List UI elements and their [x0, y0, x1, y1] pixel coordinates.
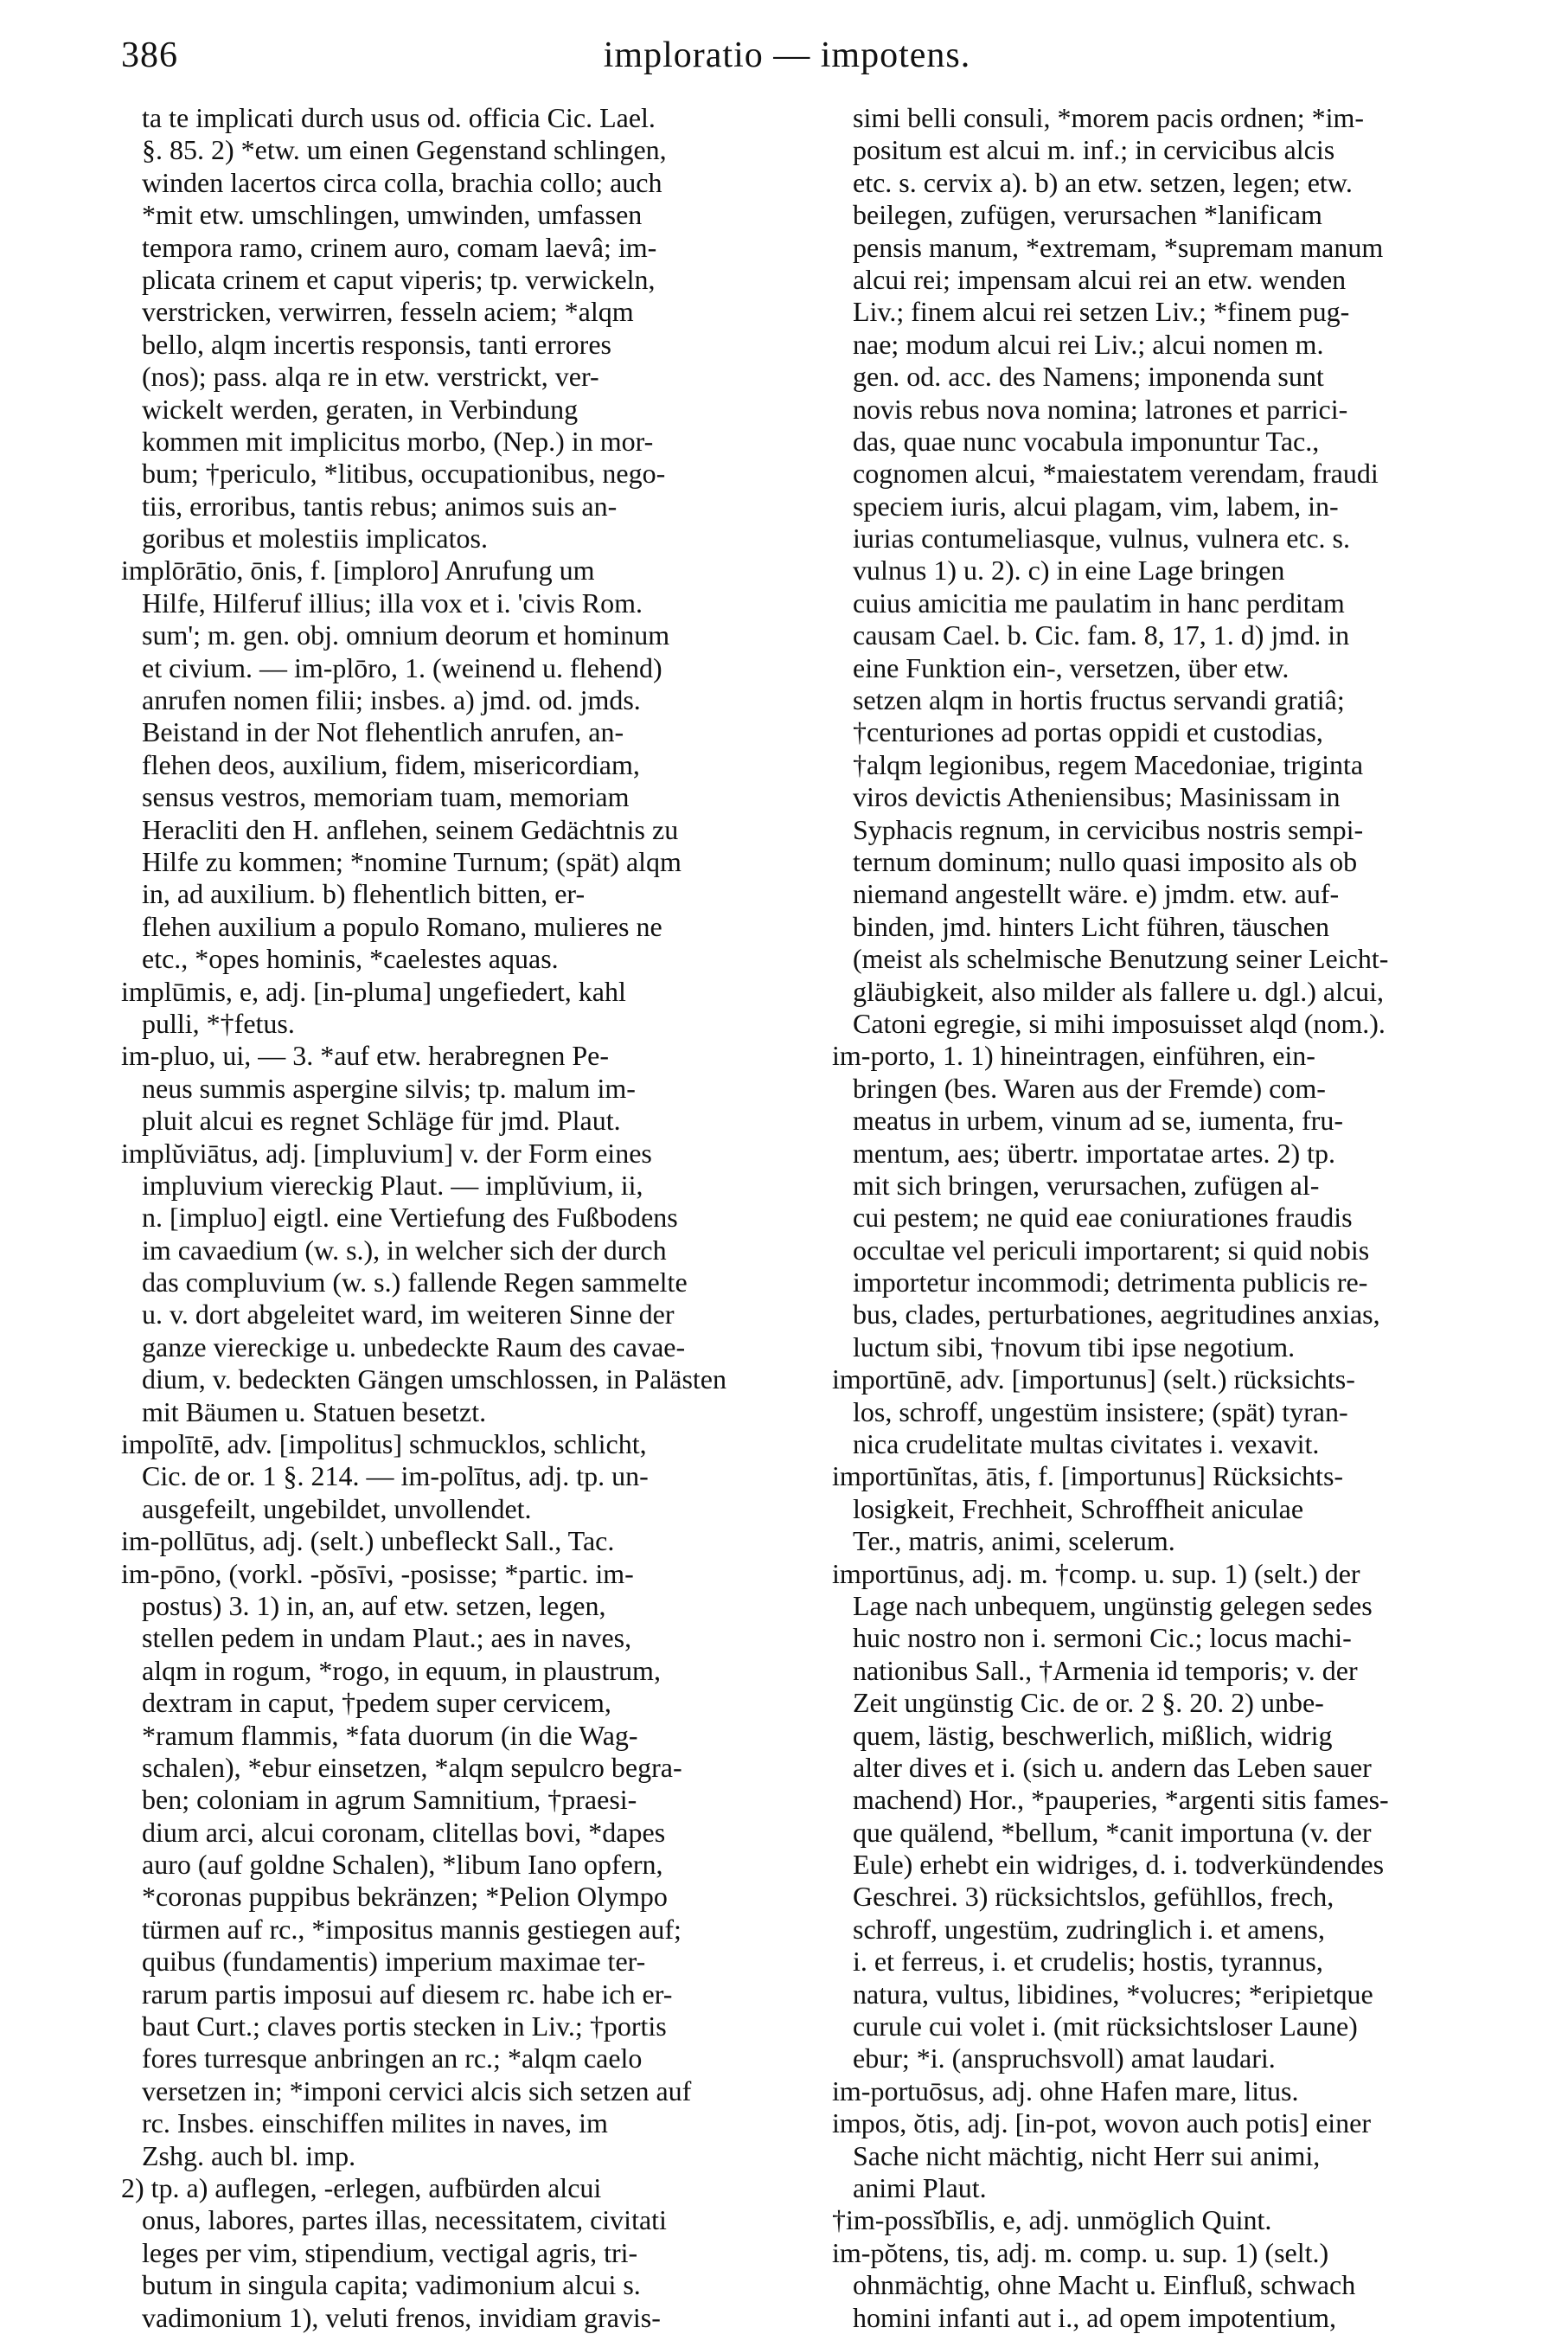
entry-line: türmen auf rc., *impositus mannis gestiegen auf;	[142, 1913, 682, 1945]
left-column	[121, 102, 796, 2334]
entry-line: sensus vestros, memoriam tuam, memoriam	[142, 781, 630, 813]
entry-headline: implŭviātus, adj. [impluvium] v. der Form eines	[121, 1137, 652, 1169]
entry-line: nationibus Sall., †Armenia id temporis; v. der	[853, 1654, 1358, 1686]
entry-line: †centuriones ad portas oppidi et custodias,	[853, 716, 1323, 748]
entry-line: Sache nicht mächtig, nicht Herr sui animi,	[853, 2139, 1321, 2171]
entry-headline: †im-possĭbĭlis, e, adj. unmöglich Quint.	[832, 2204, 1272, 2236]
entry-line: dextram in caput, †pedem super cervicem,	[142, 1687, 611, 1719]
entry-line: Heracliti den H. anflehen, seinem Gedächtnis zu	[142, 813, 679, 845]
entry-line: schalen), *ebur einsetzen, *alqm sepulcro begra-	[142, 1751, 682, 1783]
entry-line: Zshg. auch bl. imp.	[142, 2139, 356, 2171]
entry-line: ohnmächtig, ohne Macht u. Einfluß, schwach	[853, 2269, 1356, 2301]
page-number: 386	[121, 35, 178, 75]
entry-line: †alqm legionibus, regem Macedoniae, triginta	[853, 748, 1364, 780]
running-head: imploratio — impotens.	[603, 35, 971, 75]
entry-line: flehen deos, auxilium, fidem, misericordiam,	[142, 748, 640, 780]
entry-line: stellen pedem in undam Plaut.; aes in naves,	[142, 1622, 632, 1654]
entry-headline: im-porto, 1. 1) hineintragen, einführen, ein-	[832, 1040, 1315, 1072]
entry-line: huic nostro non i. sermoni Cic.; locus machi-	[853, 1622, 1352, 1654]
entry-line: bum; †periculo, *litibus, occupationibus, nego-	[142, 458, 666, 490]
entry-line: etc. s. cervix a). b) an etw. setzen, legen; etw.	[853, 166, 1353, 198]
entry-line: im cavaedium (w. s.), in welcher sich der durch	[142, 1234, 667, 1266]
right-column	[832, 102, 1507, 2334]
entry-line: ebur; *i. (anspruchsvoll) amat laudari.	[853, 2042, 1276, 2074]
entry-line: *coronas puppibus bekränzen; *Pelion Olympo	[142, 1881, 668, 1913]
entry-line: natura, vultus, libidines, *volucres; *eripietque	[853, 1978, 1373, 2010]
entry-line: flehen auxilium a populo Romano, mulieres ne	[142, 910, 662, 942]
entry-headline: importūnus, adj. m. †comp. u. sup. 1) (selt.) der	[832, 1557, 1360, 1589]
entry-line: rarum partis imposui auf diesem rc. habe ich er-	[142, 1978, 673, 2010]
entry-line: schroff, ungestüm, zudringlich i. et amens,	[853, 1913, 1325, 1945]
entry-line: winden lacertos circa colla, brachia collo; auch	[142, 166, 662, 198]
entry-line: mentum, aes; übertr. importatae artes. 2) tp.	[853, 1137, 1336, 1169]
entry-line: butum in singula capita; vadimonium alcui s.	[142, 2269, 641, 2301]
entry-line: Beistand in der Not flehentlich anrufen, an-	[142, 716, 624, 748]
entry-line: pulli, *†fetus.	[142, 1007, 295, 1039]
entry-line: in, ad auxilium. b) flehentlich bitten, er-	[142, 878, 586, 910]
entry-line: ausgefeilt, ungebildet, unvollendet.	[142, 1492, 532, 1524]
entry-line: Zeit ungünstig Cic. de or. 2 §. 20. 2) unbe-	[853, 1687, 1324, 1719]
entry-headline: impolītē, adv. [impolitus] schmucklos, schlicht,	[121, 1428, 647, 1460]
entry-line: leges per vim, stipendium, vectigal agris, tri-	[142, 2236, 638, 2268]
entry-line: simi belli consuli, *morem pacis ordnen; *im-	[853, 102, 1365, 133]
entry-line: gläubigkeit, also milder als fallere u. dgl.) alcui,	[853, 975, 1385, 1007]
entry-headline: im-portuōsus, adj. ohne Hafen mare, litus.	[832, 2074, 1299, 2106]
entry-line: ganze viereckige u. unbedeckte Raum des cavae-	[142, 1331, 686, 1363]
entry-line: *ramum flammis, *fata duorum (in die Wag-	[142, 1719, 638, 1751]
entry-line: tiis, erroribus, tantis rebus; animos suis an-	[142, 490, 618, 522]
entry-line: speciem iuris, alcui plagam, vim, labem, in-	[853, 490, 1339, 522]
entry-line: Cic. de or. 1 §. 214. — im-polītus, adj. tp. un-	[142, 1460, 649, 1492]
entry-headline: im-pluo, ui, — 3. *auf etw. herabregnen Pe-	[121, 1040, 609, 1072]
entry-line: que quälend, *bellum, *canit importuna (v. der	[853, 1816, 1372, 1848]
entry-line: vadimonium 1), veluti frenos, invidiam gravis-	[142, 2301, 661, 2333]
entry-line: tempora ramo, crinem auro, comam laevâ; im-	[142, 231, 657, 263]
entry-line: sum'; m. gen. obj. omnium deorum et hominum	[142, 619, 670, 651]
entry-line: Hilfe, Hilferuf illius; illa vox et i. 'civis Rom.	[142, 587, 643, 619]
entry-line: meatus in urbem, vinum ad se, iumenta, fru-	[853, 1105, 1343, 1137]
entry-line: bus, clades, perturbationes, aegritudines anxias,	[853, 1298, 1380, 1331]
entry-line: curule cui volet i. (mit rücksichtsloser Laune)	[853, 2010, 1358, 2042]
entry-line: Syphacis regnum, in cervicibus nostris sempi-	[853, 813, 1364, 845]
entry-line: baut Curt.; claves portis stecken in Liv.; †portis	[142, 2010, 667, 2042]
entry-line: niemand angestellt wäre. e) jmdm. etw. auf-	[853, 878, 1340, 910]
entry-line: pensis manum, *extremam, *supremam manum	[853, 231, 1384, 263]
entry-headline: im-pōno, (vorkl. -pŏsīvi, -posisse; *partic. im-	[121, 1557, 634, 1589]
entry-line: binden, jmd. hinters Licht führen, täuschen	[853, 910, 1329, 942]
entry-line: los, schroff, ungestüm insistere; (spät) tyran-	[853, 1395, 1348, 1427]
entry-line: Liv.; finem alcui rei setzen Liv.; *finem pug-	[853, 296, 1350, 328]
entry-line: ben; coloniam in agrum Samnitium, †praesi-	[142, 1784, 637, 1816]
entry-line: das, quae nunc vocabula imponuntur Tac.,	[853, 425, 1320, 457]
entry-headline: implūmis, e, adj. [in-pluma] ungefiedert, kahl	[121, 975, 626, 1007]
entry-line: anrufen nomen filii; insbes. a) jmd. od. jmds.	[142, 684, 641, 716]
entry-line: auro (auf goldne Schalen), *libum Iano opfern,	[142, 1849, 663, 1881]
entry-line: alter dives et i. (sich u. andern das Leben sauer	[853, 1751, 1372, 1783]
entry-line: Catoni egregie, si mihi imposuisset alqd (nom.).	[853, 1007, 1386, 1039]
entry-line: §. 85. 2) *etw. um einen Gegenstand schlingen,	[142, 134, 667, 166]
entry-line: losigkeit, Frechheit, Schroffheit aniculae	[853, 1492, 1304, 1524]
entry-line: i. et ferreus, i. et crudelis; hostis, tyrannus,	[853, 1946, 1323, 1978]
entry-line: beilegen, zufügen, verursachen *lanificam	[853, 199, 1322, 231]
entry-line: impluvium viereckig Plaut. — implŭvium, ii,	[142, 1169, 643, 1201]
entry-line: (nos); pass. alqa re in etw. verstrickt, ver-	[142, 361, 599, 393]
entry-line: postus) 3. 1) in, an, auf etw. setzen, legen,	[142, 1589, 606, 1621]
entry-line: Eule) erhebt ein widriges, d. i. todverkündendes	[853, 1849, 1385, 1881]
entry-line: Ter., matris, animi, scelerum.	[853, 1525, 1175, 1557]
entry-line: etc., *opes hominis, *caelestes aquas.	[142, 943, 559, 975]
entry-line: mit sich bringen, verursachen, zufügen al-	[853, 1169, 1320, 1201]
entry-line: homini infanti aut i., ad opem impotentium,	[853, 2301, 1337, 2333]
entry-line: ternum dominum; nullo quasi imposito als ob	[853, 845, 1358, 877]
entry-line: fores turresque anbringen an rc.; *alqm caelo	[142, 2042, 643, 2074]
entry-line: onus, labores, partes illas, necessitatem, civitati	[142, 2204, 667, 2236]
entry-line: versetzen in; *imponi cervici alcis sich setzen auf	[142, 2074, 692, 2106]
entry-line: mit Bäumen u. Statuen besetzt.	[142, 1395, 487, 1427]
entry-line: alqm in rogum, *rogo, in equum, in plaustrum,	[142, 1654, 661, 1686]
entry-line: dium arci, alcui coronam, clitellas bovi, *dapes	[142, 1816, 666, 1848]
entry-line: neus summis aspergine silvis; tp. malum im-	[142, 1072, 636, 1104]
entry-line: quem, lästig, beschwerlich, mißlich, widrig	[853, 1719, 1333, 1751]
entry-line: causam Cael. b. Cic. fam. 8, 17, 1. d) jmd. in	[853, 619, 1350, 651]
entry-line: iurias contumeliasque, vulnus, vulnera etc. s.	[853, 523, 1350, 555]
entry-line: kommen mit implicitus morbo, (Nep.) in mor-	[142, 425, 654, 457]
entry-headline: importūnē, adv. [importunus] (selt.) rücksichts-	[832, 1363, 1355, 1395]
entry-line: Geschrei. 3) rücksichtslos, gefühllos, frech,	[853, 1881, 1334, 1913]
entry-line: (meist als schelmische Benutzung seiner Leicht-	[853, 943, 1389, 975]
entry-line: viros devictis Atheniensibus; Masinissam in	[853, 781, 1341, 813]
entry-line: wickelt werden, geraten, in Verbindung	[142, 393, 579, 425]
entry-line: luctum sibi, †novum tibi ipse negotium.	[853, 1331, 1296, 1363]
entry-line: bringen (bes. Waren aus der Fremde) com-	[853, 1072, 1326, 1104]
entry-line: pluit alcui es regnet Schläge für jmd. Plaut.	[142, 1105, 621, 1137]
entry-line: eine Funktion ein-, versetzen, über etw.	[853, 651, 1290, 683]
entry-line: nica crudelitate multas civitates i. vexavit.	[853, 1428, 1320, 1460]
page-header	[121, 35, 1453, 87]
entry-line: cuius amicitia me paulatim in hanc perditam	[853, 587, 1345, 619]
entry-line: cognomen alcui, *maiestatem verendam, fraudi	[853, 458, 1379, 490]
entry-line: goribus et molestiis implicatos.	[142, 523, 488, 555]
entry-line: bello, alqm incertis responsis, tanti errores	[142, 328, 611, 360]
entry-line: machend) Hor., *pauperies, *argenti sitis fames-	[853, 1784, 1389, 1816]
entry-line: quibus (fundamentis) imperium maximae ter-	[142, 1946, 646, 1978]
entry-headline: importūnĭtas, ātis, f. [importunus] Rücksichts-	[832, 1460, 1344, 1492]
entry-line: plicata crinem et caput viperis; tp. verwickeln,	[142, 263, 656, 295]
entry-headline: im-pŏtens, tis, adj. m. comp. u. sup. 1) (selt.)	[832, 2236, 1329, 2268]
entry-line: rc. Insbes. einschiffen milites in naves, im	[142, 2107, 608, 2139]
entry-line: importetur incommodi; detrimenta publicis re-	[853, 1266, 1368, 1298]
entry-line: u. v. dort abgeleitet ward, im weiteren Sinne der	[142, 1298, 675, 1331]
entry-line: cui pestem; ne quid eae coniurationes fraudis	[853, 1202, 1353, 1234]
entry-line: setzen alqm in hortis fructus servandi gratiâ;	[853, 684, 1345, 716]
entry-line: positum est alcui m. inf.; in cervicibus alcis	[853, 134, 1335, 166]
entry-headline: implōrātio, ōnis, f. [imploro] Anrufung um	[121, 555, 595, 587]
entry-headline: 2) tp. a) auflegen, -erlegen, aufbürden alcui	[121, 2172, 602, 2203]
entry-line: vulnus 1) u. 2). c) in eine Lage bringen	[853, 555, 1285, 587]
entry-line: das compluvium (w. s.) fallende Regen sammelte	[142, 1266, 688, 1298]
entry-line: novis rebus nova nomina; latrones et parrici-	[853, 393, 1348, 425]
entry-line: gen. od. acc. des Namens; imponenda sunt	[853, 361, 1324, 393]
entry-headline: im-pollūtus, adj. (selt.) unbefleckt Sall., Tac.	[121, 1525, 615, 1557]
entry-line: occultae vel periculi importarent; si quid nobis	[853, 1234, 1370, 1266]
entry-headline: impos, ŏtis, adj. [in-pot, wovon auch potis] einer	[832, 2107, 1372, 2139]
entry-line: ta te implicati durch usus od. officia Cic. Lael.	[142, 102, 656, 133]
entry-line: Hilfe zu kommen; *nomine Turnum; (spät) alqm	[142, 845, 682, 877]
entry-line: dium, v. bedeckten Gängen umschlossen, in Palästen	[142, 1363, 726, 1395]
entry-line: et civium. — im-plōro, 1. (weinend u. flehend)	[142, 651, 662, 683]
entry-line: verstricken, verwirren, fesseln aciem; *alqm	[142, 296, 634, 328]
entry-line: animi Plaut.	[853, 2172, 987, 2203]
entry-line: Lage nach unbequem, ungünstig gelegen sedes	[853, 1589, 1373, 1621]
entry-line: *mit etw. umschlingen, umwinden, umfassen	[142, 199, 643, 231]
entry-line: nae; modum alcui rei Liv.; alcui nomen m.	[853, 328, 1324, 360]
entry-line: n. [impluo] eigtl. eine Vertiefung des Fußbodens	[142, 1202, 678, 1234]
entry-line: alcui rei; impensam alcui rei an etw. wenden	[853, 263, 1347, 295]
